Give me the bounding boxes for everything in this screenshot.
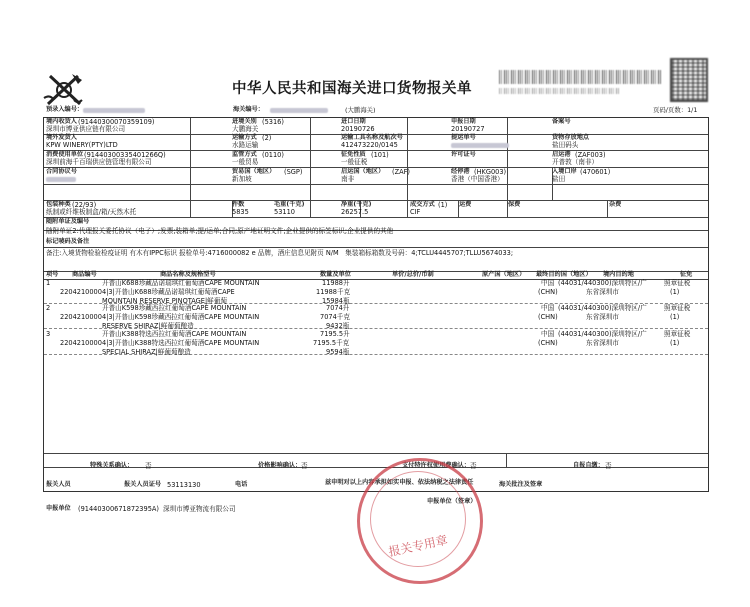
item-district: (44031/440300)深圳特区/广 <box>558 330 647 338</box>
supervision-code: (0110) <box>262 151 284 159</box>
special-relation-value: 否 <box>145 462 152 470</box>
item-district-line2: 东省深圳市 <box>586 313 619 321</box>
trade-country-label: 贸易国（地区） <box>232 168 276 175</box>
royalty-value: 否 <box>470 462 477 470</box>
declaring-unit-code: (91440300671872395A) <box>78 505 159 513</box>
special-relation-label: 特殊关系确认： <box>90 462 134 469</box>
barcode <box>499 70 662 84</box>
item-district: (44031/440300)深圳特区/广 <box>558 304 647 312</box>
origin-country: 南非 <box>341 175 355 183</box>
pre-entry-label: 预录入编号： <box>46 106 84 113</box>
overseas-shipper-label: 境外发货人 <box>46 134 77 141</box>
item-name-line3: SPECIAL SHIRAZ|鲜葡萄酿造 <box>102 348 191 356</box>
pre-entry-number-redacted <box>83 108 145 113</box>
entry-port-name: 大鹏海关 <box>232 125 259 133</box>
trade-country-code: (SGP) <box>284 168 303 176</box>
goods-header-no: 项号 <box>46 271 59 278</box>
item-hs-code: 2204210000 <box>60 339 102 347</box>
declare-date: 20190727 <box>451 125 485 133</box>
departure-port-code: (ZAF003) <box>575 151 606 159</box>
entry-place-code: (470601) <box>580 168 611 176</box>
item-district: (44031/440300)深圳特区/广 <box>558 279 647 287</box>
net-weight: 26257.5 <box>341 208 369 216</box>
barcode-secondary <box>499 88 619 94</box>
declarant-label: 报关人员 <box>46 481 71 488</box>
item-qty-liters: 7074升 <box>326 304 350 312</box>
phone-label: 电话 <box>235 481 248 488</box>
item-name-line2: 4|3|开普山K388特选西拉红葡萄酒CAPE MOUNTAIN <box>102 339 260 347</box>
item-origin: 中国 <box>541 304 555 312</box>
import-date-label: 进口日期 <box>341 118 366 125</box>
item-name-line1: 开普山K688珍藏品诺瑞琪红葡萄酒CAPE MOUNTAIN <box>102 279 260 287</box>
item-tax-mode: 照章征税 <box>664 304 691 312</box>
entry-place-label: 入境口岸 <box>552 168 577 175</box>
customs-port-name: (大鹏海关) <box>345 106 376 114</box>
entry-port-code: (5316) <box>262 118 284 126</box>
item-origin: 中国 <box>541 330 555 338</box>
goods-header-district: 境内目的地 <box>603 271 634 278</box>
freight-label: 运费 <box>459 201 472 208</box>
item-origin-code: (CHN) <box>538 313 558 321</box>
tax-nature-code: (101) <box>371 151 389 159</box>
departure-port-label: 启运港 <box>552 151 571 158</box>
customs-number-redacted <box>270 108 328 113</box>
bill-no-label: 提运单号 <box>451 134 476 141</box>
transport-tool-label: 运输工具名称及航次号 <box>341 134 403 141</box>
departure-port: 开普敦（南非） <box>552 158 599 166</box>
self-pay-label: 自报自缴： <box>573 462 604 469</box>
item-district-line2: 东省深圳市 <box>586 288 619 296</box>
package-label: 包装种类 <box>46 201 71 208</box>
entry-port-label: 进境关别 <box>232 118 257 125</box>
import-date: 20190726 <box>341 125 375 133</box>
bill-number-redacted <box>451 143 509 148</box>
item-origin: 中国 <box>541 279 555 287</box>
item-name-line3: MOUNTAIN RESERVE PINOTAGE|鲜葡萄 <box>102 297 227 305</box>
legal-statement: 兹申明对以上内容承担如实申报、依法纳税之法律责任 <box>325 479 474 486</box>
goods-header-code: 商品编号 <box>72 271 97 278</box>
item-qty-bottles: 9432瓶 <box>326 322 350 330</box>
transit-port-label: 经停港 <box>451 168 470 175</box>
page-number: 页码/页数：1/1 <box>653 106 698 114</box>
overseas-shipper: KPW WINERY(PTY)LTD <box>46 141 118 149</box>
storage-place: 盐田码头 <box>552 141 579 149</box>
item-district-line2: 东省深圳市 <box>586 339 619 347</box>
pieces-label: 件数 <box>232 201 245 208</box>
misc-fee-label: 杂费 <box>609 201 622 208</box>
self-pay-value: 否 <box>605 462 612 470</box>
customs-stamp <box>357 458 483 584</box>
price-impact-label: 价格影响确认： <box>258 462 302 469</box>
item-name-line1: 开普山K598珍藏西拉红葡萄酒CAPE MOUNTAIN <box>102 304 247 312</box>
transport-mode-label: 运输方式 <box>232 134 257 141</box>
supervision-label: 监管方式 <box>232 151 257 158</box>
customs-remark-label: 海关批注及签章 <box>499 481 543 488</box>
goods-header-price: 单价/总价/币制 <box>392 271 434 278</box>
deal-mode: CIF <box>410 208 421 216</box>
item-tax-code: (1) <box>670 313 680 321</box>
declaring-unit-name: 深圳市博亚物流有限公司 <box>163 505 236 513</box>
item-qty-kg: 7074千克 <box>320 313 350 321</box>
trade-country: 新加坡 <box>232 175 252 183</box>
royalty-label: 支付特许权使用费确认： <box>402 462 471 469</box>
tax-nature: 一般征税 <box>341 158 368 166</box>
item-no: 3 <box>46 330 51 338</box>
transport-mode-code: (2) <box>262 134 272 142</box>
transit-port-code: (HKG003) <box>474 168 507 176</box>
gross-weight: 53110 <box>274 208 295 216</box>
goods-header-name: 商品名称及规格型号 <box>160 271 216 278</box>
declarant-code: 53113130 <box>167 481 201 489</box>
supervision-mode: 一般贸易 <box>232 158 259 166</box>
price-impact-value: 否 <box>301 462 308 470</box>
page-title: 中华人民共和国海关进口货物报关单 <box>232 81 472 97</box>
pieces-value: 5835 <box>232 208 249 216</box>
documents-label: 随附单证及编号 <box>46 218 90 225</box>
item-name-line1: 开普山K388特选西拉红葡萄酒CAPE MOUNTAIN <box>102 330 247 338</box>
declaring-unit-label: 申报单位 <box>46 505 71 512</box>
stamp-text: 报关专用章 <box>387 532 449 560</box>
consumer-name: 深圳前海千百瑞供应链管理有限公司 <box>46 158 152 166</box>
contract-number-redacted <box>46 177 76 182</box>
item-tax-mode: 照章征税 <box>664 279 691 287</box>
contract-label: 合同协议号 <box>46 168 77 175</box>
item-hs-code: 2204210000 <box>60 313 102 321</box>
item-tax-code: (1) <box>670 339 680 347</box>
transport-tool: 412473220/0145 <box>341 141 398 149</box>
item-qty-bottles: 9594瓶 <box>326 348 350 356</box>
consumer-code: (91440300335401266Q) <box>84 151 166 159</box>
customs-no-label: 海关编号： <box>233 106 264 113</box>
item-tax-mode: 照章征税 <box>664 330 691 338</box>
origin-country-label: 启运国（地区） <box>341 168 385 175</box>
entry-place: 盐田 <box>552 175 566 183</box>
goods-header-qty: 数量及单位 <box>320 271 351 278</box>
deal-mode-label: 成交方式 <box>410 201 435 208</box>
item-hs-code: 2204210000 <box>60 288 102 296</box>
declaring-unit-stamp-label: 申报单位（签章） <box>427 498 477 505</box>
license-label: 许可证号 <box>451 151 476 158</box>
documents-text: 随附单证2:代理报关委托协议（电子）;发票;装箱单;提/运单;合同;原产地证明文件;企业提供的标签标识;企业提供的其他 <box>46 227 394 235</box>
tax-nature-label: 征免性质 <box>341 151 366 158</box>
package-code: (22/93) <box>72 201 97 209</box>
consignee-code: (91440300070359109) <box>78 118 155 126</box>
customs-emblem-icon <box>42 70 86 110</box>
item-name-line3: RESERVE SHIRAZ|鲜葡萄酿造 <box>102 322 194 330</box>
insurance-label: 保费 <box>508 201 521 208</box>
net-weight-label: 净重(千克) <box>341 201 372 208</box>
item-qty-bottles: 15984瓶 <box>322 297 350 305</box>
storage-label: 货物存放地点 <box>552 134 590 141</box>
item-name-line2: 4|3|开普山K688珍藏品诺瑞琪红葡萄酒CAPE <box>102 288 235 296</box>
item-origin-code: (CHN) <box>538 288 558 296</box>
item-no: 2 <box>46 304 51 312</box>
goods-header-dest: 最终目的国（地区） <box>536 271 592 278</box>
item-origin-code: (CHN) <box>538 339 558 347</box>
goods-header-tax: 征免 <box>680 271 693 278</box>
item-no: 1 <box>46 279 51 287</box>
consignee-label: 境内收货人 <box>46 118 77 125</box>
transit-port: 香港（中国香港） <box>451 175 504 183</box>
consumer-label: 消费使用单位 <box>46 151 84 158</box>
record-no-label: 备案号 <box>552 118 571 125</box>
qr-code <box>670 58 708 102</box>
deal-mode-code: (1) <box>438 201 448 209</box>
item-qty-liters: 11988升 <box>322 279 350 287</box>
origin-country-code: (ZAF) <box>392 168 410 176</box>
declare-date-label: 申报日期 <box>451 118 476 125</box>
gross-weight-label: 毛重(千克) <box>274 201 305 208</box>
item-name-line2: 4|3|开普山K598珍藏西拉红葡萄酒CAPE MOUNTAIN <box>102 313 260 321</box>
item-qty-liters: 7195.5升 <box>320 330 350 338</box>
declarant-code-label: 报关人员证号 <box>124 481 162 488</box>
item-qty-kg: 11988千克 <box>316 288 351 296</box>
package-type: 纸制或纤维板制盒/箱/天然木托 <box>46 208 137 216</box>
item-tax-code: (1) <box>670 288 680 296</box>
item-qty-kg: 7195.5千克 <box>313 339 350 347</box>
goods-header-origin: 原产国（地区） <box>482 271 526 278</box>
transport-mode: 水路运输 <box>232 141 259 149</box>
marks-label: 标记唛码及备注 <box>46 238 90 245</box>
consignee-name: 深圳市博亚供应链有限公司 <box>46 125 126 133</box>
marks-remark: 备注:入境货物检验检疫证明 有木有IPPC标识 报检单号:4716000082 e 品牌，酒庄信息见附页 N/M 集装箱标箱数及号码：4;TCLU4445707;TLLU5674033; <box>46 249 514 257</box>
